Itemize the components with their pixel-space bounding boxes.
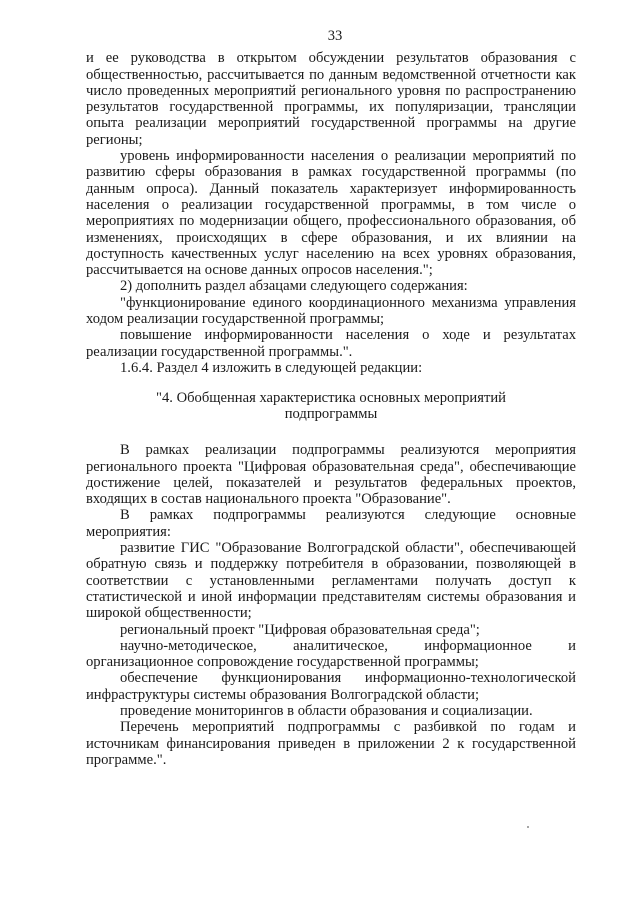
paragraph-gis-development: развитие ГИС "Образование Волгоградской области", обеспечивающей обратную связь и поддержку потребителя в образовании, позволяющей в соответствии с установленными регламентами получать доступ к статистической и иной информации представителям системы образования и широкой общественности; bbox=[86, 540, 576, 622]
paragraph-awareness-level: уровень информированности населения о реализации мероприятий по развитию сферы образования в рамках государственной программы (по данным опроса). Данный показатель характеризует информированность населения о реализации государственной программы, в том числе о мероприятиях по модернизации общего, профессионального образования, об изменениях, происходящих в сфере образования, и их влиянии на доступность качественных услуг населению на всех уровнях образования, рассчитывается на основе данных опросов населения."; bbox=[86, 148, 576, 279]
paragraph-public-discussion: и ее руководства в открытом обсуждении результатов образования с общественностью, рассчитывается по данным ведомственной отчетности как число проведенных мероприятий регионального уровня по распространению результатов государственной программы, их популяризации, трансляции опыта реализации мероприятий государственной программы на другие регионы; bbox=[86, 50, 576, 148]
paragraph-regional-project: В рамках реализации подпрограммы реализуются мероприятия регионального проекта "Цифровая образовательная среда", обеспечивающие достижение целей, показателей и результатов федеральных проектов, входящих в состав национального проекта "Образование". bbox=[86, 442, 576, 508]
paragraph-it-infrastructure: обеспечение функционирования информационно-технологической инфраструктуры системы образования Волгоградской области; bbox=[86, 670, 576, 703]
paragraph-monitoring: проведение мониторингов в области образования и социализации. bbox=[120, 702, 533, 719]
scan-speck bbox=[527, 826, 529, 828]
paragraph-digital-environment: региональный проект "Цифровая образовательная среда"; bbox=[120, 621, 480, 638]
paragraph-increase-awareness: повышение информированности населения о ходе и результатах реализации государственной программы.". bbox=[86, 327, 576, 360]
page-number: 33 bbox=[327, 28, 343, 44]
paragraph-main-activities: В рамках подпрограммы реализуются следующие основные мероприятия: bbox=[86, 507, 576, 540]
paragraph-section-4-edit: 1.6.4. Раздел 4 изложить в следующей редакции: bbox=[120, 359, 423, 376]
section-heading: "4. Обобщенная характеристика основных мероприятий подпрограммы bbox=[156, 390, 506, 423]
document-page bbox=[86, 28, 576, 768]
paragraph-coordination-mechanism: "функционирование единого координационного механизма управления ходом реализации государственной программы; bbox=[86, 294, 576, 328]
paragraph-activity-list: Перечень мероприятий подпрограммы с разбивкой по годам и источникам финансирования приведен в приложении 2 к государственной программе.". bbox=[86, 719, 576, 768]
paragraph-add-section: 2) дополнить раздел абзацами следующего содержания: bbox=[120, 278, 468, 295]
paragraph-methodological-support: научно-методическое, аналитическое, информационное и организационное сопровождение государственной программы; bbox=[86, 637, 576, 671]
